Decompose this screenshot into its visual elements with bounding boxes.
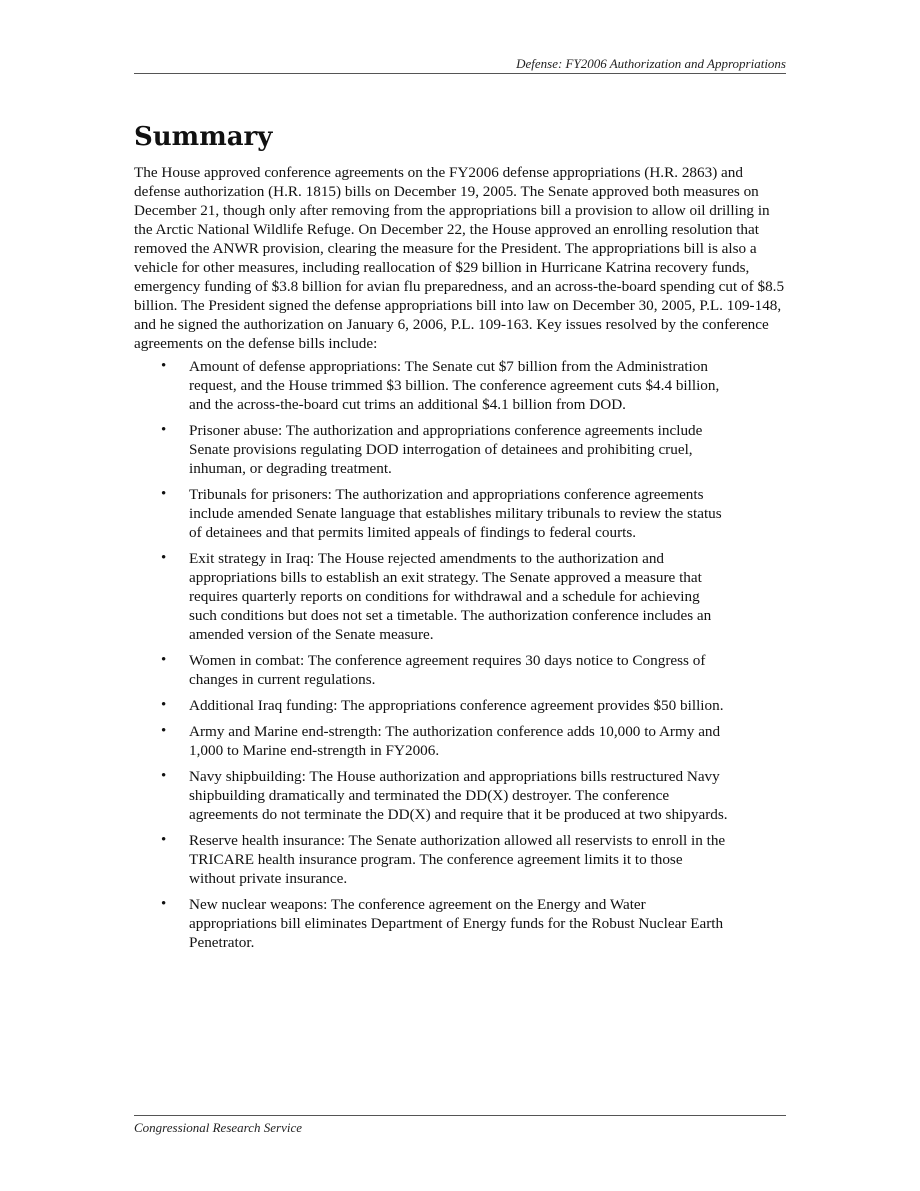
list-item [134, 895, 729, 952]
list-item [134, 549, 729, 644]
running-footer: Congressional Research Service [134, 1120, 302, 1135]
bullet-icon: • [161, 652, 167, 668]
list-item-text: Additional Iraq funding: The appropriations conference agreement provides $50 billion. [189, 697, 724, 714]
bullet-icon: • [161, 832, 167, 848]
list-item-text: Prisoner abuse: The authorization and appropriations conference agreements include Senate provisions regulating DOD interrogation of detainees and prohibiting cruel, inhuman, or degrading treatment. [189, 422, 703, 477]
list-item [134, 421, 729, 478]
bullet-icon: • [161, 486, 167, 502]
list-item [134, 831, 729, 888]
list-item-text: Army and Marine end-strength: The authorization conference adds 10,000 to Army and 1,000 to Marine end-strength in FY2006. [189, 723, 721, 759]
summary-body [134, 163, 786, 959]
running-header: Defense: FY2006 Authorization and Appropriations [516, 56, 786, 71]
list-item-text: Amount of defense appropriations: The Senate cut $7 billion from the Administration request, and the House trimmed $3 billion. The conference agreement cuts $4.4 billion, and the across-the-board cut trims an additional $4.1 billion from DOD. [189, 358, 720, 413]
list-item-text: Women in combat: The conference agreement requires 30 days notice to Congress of changes in current regulations. [189, 652, 706, 688]
bullet-icon: • [161, 723, 167, 739]
list-item [134, 651, 729, 689]
bullet-icon: • [161, 697, 167, 713]
list-item-text: Exit strategy in Iraq: The House rejected amendments to the authorization and appropriations bills to establish an exit strategy. The Senate approved a measure that requires quarterly reports on conditions for withdrawal and a schedule for achieving such conditions but does not set a timetable. The authorization conference includes an amended version of the Senate measure. [189, 550, 712, 643]
list-item-text: Reserve health insurance: The Senate authorization allowed all reservists to enroll in the TRICARE health insurance program. The conference agreement limits it to those without private insurance. [189, 832, 726, 887]
list-item-text: Tribunals for prisoners: The authorization and appropriations conference agreements include amended Senate language that establishes military tribunals to review the status of detainees and that permits limited appeals of findings to federal courts. [189, 486, 722, 541]
list-item-text: Navy shipbuilding: The House authorization and appropriations bills restructured Navy shipbuilding dramatically and terminated the DD(X) destroyer. The conference agreements do not terminate the DD(X) and require that it be produced at two shipyards. [189, 768, 728, 823]
list-item [134, 357, 729, 414]
footer-rule [134, 1115, 786, 1116]
intro-paragraph: The House approved conference agreements on the FY2006 defense appropriations (H.R. 2863) and defense authorization (H.R. 1815) bills on December 19, 2005. The Senate approved both measures on December 21, though only after removing from the appropriations bill a provision to allow oil drilling in the Arctic National Wildlife Refuge. On December 22, the House approved an enrolling resolution that removed the ANWR provision, clearing the measure for the President. The appropriations bill is also a vehicle for other measures, including reallocation of $29 billion in Hurricane Katrina recovery funds, emergency funding of $3.8 billion for avian flu preparedness, and an across-the-board spending cut of $8.5 billion. The President signed the defense appropriations bill into law on December 30, 2005, P.L. 109-148, and he signed the authorization on January 6, 2006, P.L. 109-163. Key issues resolved by the conference agreements on the defense bills include: [134, 164, 785, 352]
bullet-icon: • [161, 768, 167, 784]
bullet-icon: • [161, 358, 167, 374]
list-item [134, 722, 729, 760]
header-rule [134, 73, 786, 74]
list-item [134, 485, 729, 542]
list-item [134, 767, 729, 824]
list-item-text: New nuclear weapons: The conference agreement on the Energy and Water appropriations bill eliminates Department of Energy funds for the Robust Nuclear Earth Penetrator. [189, 896, 724, 951]
bullet-icon: • [161, 896, 167, 912]
section-title: Summary [134, 122, 273, 152]
issues-list [134, 357, 786, 952]
bullet-icon: • [161, 422, 167, 438]
list-item [134, 696, 729, 715]
bullet-icon: • [161, 550, 167, 566]
